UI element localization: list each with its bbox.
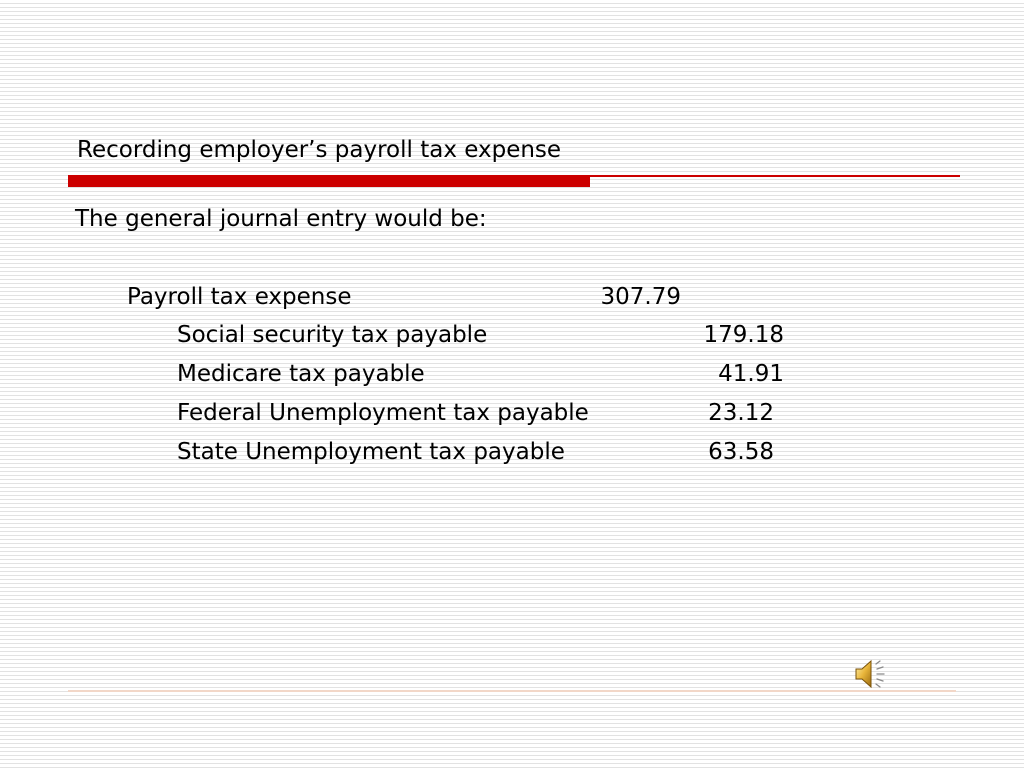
credit-account-federal-unemployment: Federal Unemployment tax payable bbox=[177, 400, 589, 426]
credit-amount-social-security: 179.18 bbox=[703, 322, 784, 348]
credit-amount-medicare: 41.91 bbox=[718, 361, 784, 387]
footer-divider bbox=[68, 690, 956, 692]
title-divider-thick bbox=[68, 175, 590, 187]
credit-amount-state-unemployment: 63.58 bbox=[708, 439, 774, 465]
slide-title: Recording employer’s payroll tax expense bbox=[77, 137, 562, 163]
debit-account: Payroll tax expense bbox=[127, 284, 352, 310]
credit-amount-federal-unemployment: 23.12 bbox=[708, 400, 774, 426]
title-divider-thin bbox=[590, 175, 960, 177]
debit-amount: 307.79 bbox=[600, 284, 681, 310]
credit-account-state-unemployment: State Unemployment tax payable bbox=[177, 439, 565, 465]
credit-account-social-security: Social security tax payable bbox=[177, 322, 488, 348]
speaker-icon[interactable] bbox=[852, 656, 888, 692]
credit-account-medicare: Medicare tax payable bbox=[177, 361, 425, 387]
intro-text: The general journal entry would be: bbox=[75, 206, 487, 232]
